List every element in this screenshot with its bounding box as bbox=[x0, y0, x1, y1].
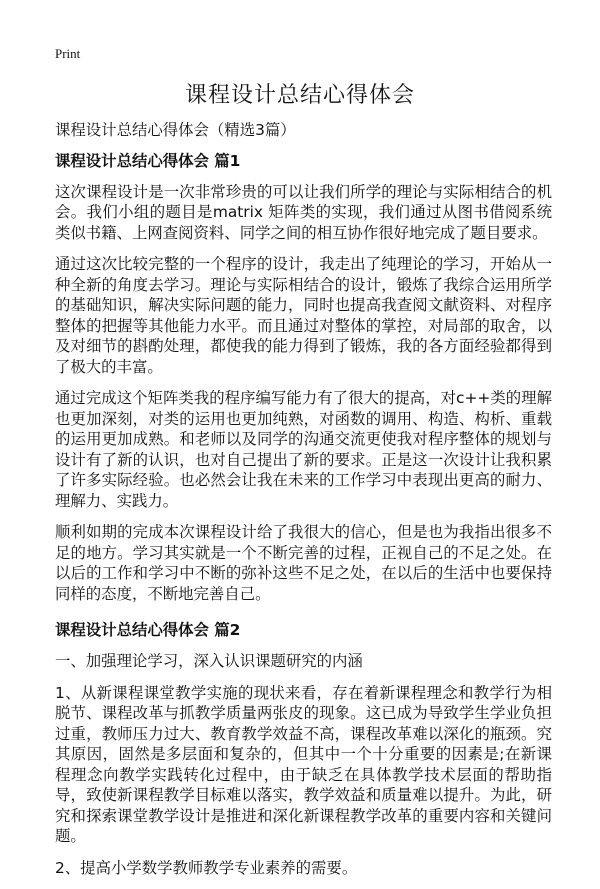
paragraph: 通过完成这个矩阵类我的程序编写能力有了很大的提高，对c++类的理解也更加深刻，对类的运用也更加纯熟，对函数的调用、构造、构析、重载的运用更加成熟。和老师以及同学的沟通交流更使我对程序整体的规划与设计有了新的认识，也对自己提出了新的要求。正是这一次设计让我积累了许多实际经验。也必然会让我在未来的工作学习中表现出更高的耐力、理解力、实践力。 bbox=[55, 389, 552, 510]
paragraph: 一、加强理论学习，深入认识课题研究的内涵 bbox=[55, 652, 363, 670]
document-body bbox=[55, 120, 552, 889]
paragraph: 通过这次比较完整的一个程序的设计，我走出了纯理论的学习，开始从一种全新的角度去学习。理论与实际相结合的设计，锻炼了我综合运用所学的基础知识，解决实际问题的能力，同时也提高我查阅文献资料、对程序整体的把握等其他能力水平。而且通过对整体的掌控，对局部的取舍，以及对细节的斟酌处理，都使我的能力得到了锻炼，我的各方面经验都得到了极大的丰富。 bbox=[55, 255, 552, 376]
section-heading: 课程设计总结心得体会 篇1 bbox=[55, 151, 241, 170]
paragraph: 2、提高小学数学教师教学专业素养的需要。 bbox=[55, 858, 358, 877]
print-link[interactable]: Print bbox=[55, 46, 81, 61]
section-heading: 课程设计总结心得体会 篇2 bbox=[55, 621, 241, 639]
paragraph: 这次课程设计是一次非常珍贵的可以让我们所学的理论与实际相结合的机会。我们小组的题目是matrix 矩阵类的实现，我们通过从图书借阅系统类似书籍、上网查阅资料、同学之间的相互协作很好地完成了题目要求。 bbox=[55, 182, 552, 242]
document-subtitle: 课程设计总结心得体会（精选3篇） bbox=[55, 121, 296, 139]
paragraph: 顺利如期的完成本次课程设计给了我很大的信心，但是也为我指出很多不足的地方。学习其实就是一个不断完善的过程，正视自己的不足之处。在以后的工作和学习中不断的弥补这些不足之处，在以后的生活中也要保持同样的态度，不断地完善自己。 bbox=[55, 523, 552, 603]
paragraph: 1、从新课程课堂教学实施的现状来看，存在着新课程理念和教学行为相脱节、课程改革与抓教学质量两张皮的现象。这已成为导致学生学业负担过重，教师压力过大、教育教学效益不高，课程改革难以深化的瓶颈。究其原因，固然是多层面和复杂的，但其中一个十分重要的因素是;在新课程理念向教学实践转化过程中，由于缺乏在具体教学技术层面的帮助指导，致使新课程教学目标难以落实，教学效益和质量难以提升。为此，研究和探索课堂教学设计是推进和深化新课程教学改革的重要内容和关键问题。 bbox=[55, 683, 552, 845]
page-title: 课程设计总结心得体会 bbox=[184, 83, 415, 108]
